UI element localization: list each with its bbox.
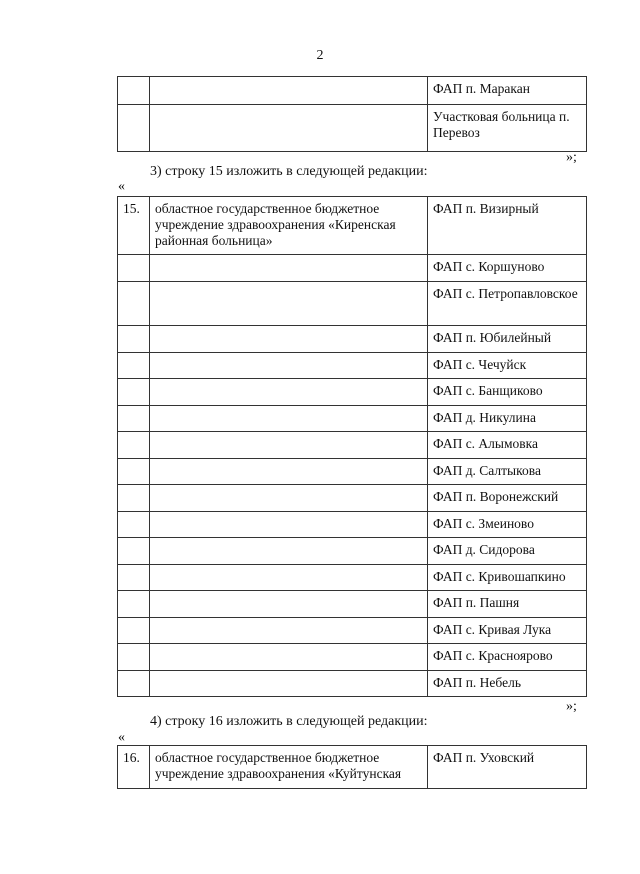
fap-cell: ФАП п. Небель — [428, 671, 587, 697]
table-row — [118, 618, 587, 644]
table-row — [118, 379, 587, 406]
row-number — [118, 326, 150, 353]
organization-cell — [150, 512, 428, 538]
table-row — [118, 459, 587, 485]
row-number — [118, 406, 150, 432]
fap-cell: ФАП п. Маракан — [428, 77, 587, 105]
closing-quote: »; — [566, 699, 577, 714]
row-number — [118, 565, 150, 591]
row-number — [118, 432, 150, 459]
instruction-3: 3) строку 15 изложить в следующей редакции: — [150, 164, 428, 179]
opening-quote: « — [118, 179, 125, 194]
row-number — [118, 77, 150, 105]
organization-cell — [150, 255, 428, 282]
opening-quote: « — [118, 730, 125, 745]
table-row — [118, 538, 587, 565]
fap-cell: ФАП с. Банщиково — [428, 379, 587, 406]
table-row — [118, 591, 587, 618]
fap-cell: ФАП д. Салтыкова — [428, 459, 587, 485]
row-number — [118, 282, 150, 326]
organization-cell — [150, 459, 428, 485]
organization-cell — [150, 644, 428, 671]
fap-cell: ФАП с. Кривошапкино — [428, 565, 587, 591]
table-row — [118, 671, 587, 697]
organization-cell — [150, 538, 428, 565]
fap-cell: ФАП п. Уховский — [428, 746, 587, 789]
row-number — [118, 379, 150, 406]
organization-cell — [150, 618, 428, 644]
organization-cell — [150, 485, 428, 512]
table-row — [118, 197, 587, 255]
organization-cell — [150, 282, 428, 326]
table-row — [118, 105, 587, 152]
fap-cell: ФАП с. Чечуйск — [428, 353, 587, 379]
fap-cell: Участковая больница п. Перевоз — [428, 105, 587, 152]
table-continuation — [117, 76, 587, 152]
row-number: 15. — [118, 197, 150, 255]
fap-cell: ФАП д. Никулина — [428, 406, 587, 432]
table-row — [118, 512, 587, 538]
row-number — [118, 353, 150, 379]
organization-cell — [150, 406, 428, 432]
row-number — [118, 255, 150, 282]
organization-cell — [150, 77, 428, 105]
table-row — [118, 326, 587, 353]
row-number: 16. — [118, 746, 150, 789]
table-row — [118, 432, 587, 459]
table-row — [118, 282, 587, 326]
closing-quote: »; — [566, 150, 577, 165]
table-row — [118, 565, 587, 591]
organization-cell: областное государственное бюджетное учреждение здравоохранения «Куйтунская — [150, 746, 428, 789]
fap-cell: ФАП с. Кривая Лука — [428, 618, 587, 644]
organization-cell — [150, 565, 428, 591]
row-number — [118, 591, 150, 618]
organization-cell — [150, 671, 428, 697]
table-row-15 — [117, 196, 587, 697]
fap-cell: ФАП п. Визирный — [428, 197, 587, 255]
page-number: 2 — [316, 48, 324, 63]
row-number — [118, 459, 150, 485]
table-row — [118, 644, 587, 671]
row-number — [118, 644, 150, 671]
organization-cell: областное государственное бюджетное учреждение здравоохранения «Киренская районная больница» — [150, 197, 428, 255]
organization-cell — [150, 379, 428, 406]
organization-cell — [150, 353, 428, 379]
table-row — [118, 77, 587, 105]
fap-cell: ФАП с. Петропавловское — [428, 282, 587, 326]
fap-cell: ФАП с. Змеиново — [428, 512, 587, 538]
row-number — [118, 671, 150, 697]
row-number — [118, 538, 150, 565]
organization-cell — [150, 326, 428, 353]
fap-cell: ФАП п. Пашня — [428, 591, 587, 618]
table-row — [118, 485, 587, 512]
fap-cell: ФАП д. Сидорова — [428, 538, 587, 565]
row-number — [118, 618, 150, 644]
fap-cell: ФАП п. Юбилейный — [428, 326, 587, 353]
organization-cell — [150, 591, 428, 618]
row-number — [118, 512, 150, 538]
row-number — [118, 105, 150, 152]
row-number — [118, 485, 150, 512]
table-row — [118, 746, 587, 789]
organization-cell — [150, 432, 428, 459]
table-row — [118, 406, 587, 432]
table-row — [118, 255, 587, 282]
fap-cell: ФАП с. Красноярово — [428, 644, 587, 671]
fap-cell: ФАП с. Алымовка — [428, 432, 587, 459]
fap-cell: ФАП п. Воронежский — [428, 485, 587, 512]
fap-cell: ФАП с. Коршуново — [428, 255, 587, 282]
table-row-16 — [117, 745, 587, 789]
organization-cell — [150, 105, 428, 152]
table-row — [118, 353, 587, 379]
instruction-4: 4) строку 16 изложить в следующей редакции: — [150, 714, 428, 729]
